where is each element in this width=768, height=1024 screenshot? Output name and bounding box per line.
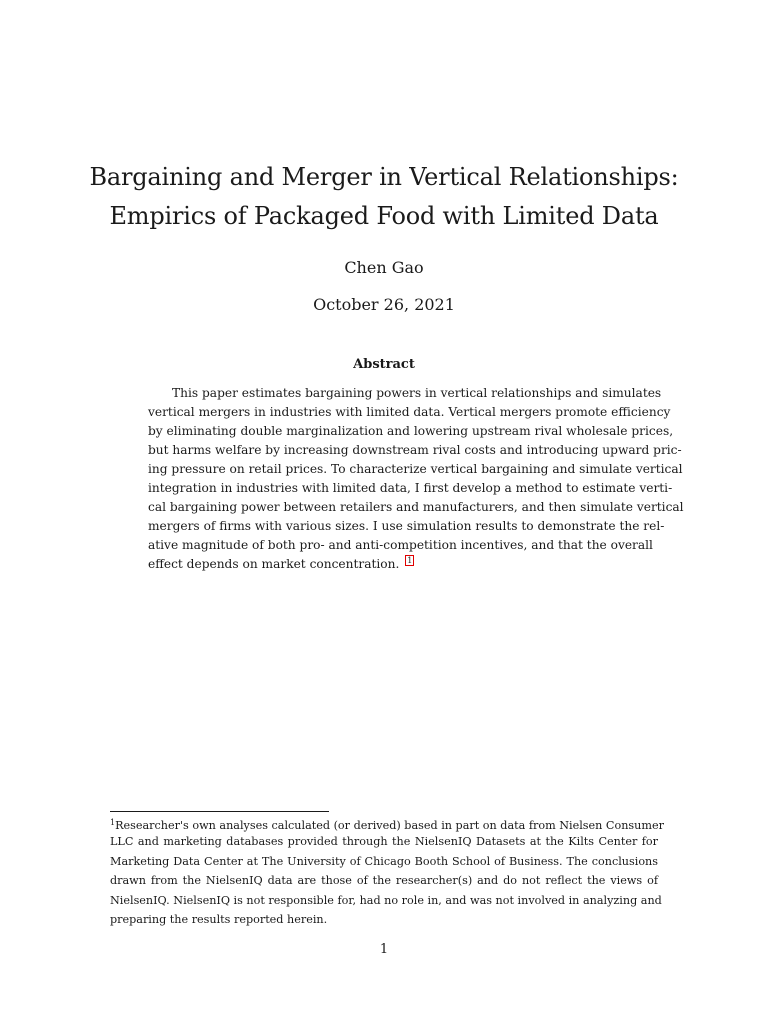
footnote-rule [110,811,329,812]
footnote-line: LLC and marketing databases provided through the NielsenIQ Datasets at the Kilts Center for [110,835,658,849]
paper-title-line-1: Bargaining and Merger in Vertical Relationships: [89,163,679,191]
abstract-line: This paper estimates bargaining powers in vertical relationships and simulates [172,386,662,400]
footnote-line [110,813,664,832]
publication-date: October 26, 2021 [313,295,455,314]
footnote-number: 1 [110,818,116,827]
footnote-line: drawn from the NielsenIQ data are those of the researcher(s) and do not reflect the views of [110,874,658,888]
footnote-line: NielsenIQ. NielsenIQ is not responsible for, had no role in, and was not involved in analyzing and [110,893,662,907]
abstract-line: but harms welfare by increasing downstream rival costs and introducing upward pric- [148,443,682,457]
abstract-line: cal bargaining power between retailers and manufacturers, and then simulate vertical [148,500,684,514]
abstract-line: by eliminating double marginalization and lowering upstream rival wholesale prices, [148,424,674,438]
abstract-line-last [148,555,620,574]
footnote-line: preparing the results reported herein. [110,912,328,926]
abstract-line: ing pressure on retail prices. To characterize vertical bargaining and simulate vertical [148,462,683,476]
footnote-line: Marketing Data Center at The University of Chicago Booth School of Business. The conclusions [110,854,658,868]
abstract-heading: Abstract [353,357,415,372]
abstract-line: ative magnitude of both pro- and anti-competition incentives, and that the overall [148,538,653,552]
paper-title-line-2: Empirics of Packaged Food with Limited Data [109,202,659,230]
abstract-line-text: effect depends on market concentration. [148,557,400,571]
abstract-line: vertical mergers in industries with limited data. Vertical mergers promote efficiency [148,405,671,419]
abstract-body [148,384,684,574]
abstract-line: mergers of firms with various sizes. I use simulation results to demonstrate the rel- [148,519,665,533]
page-number: 1 [379,942,389,957]
author-name: Chen Gao [344,258,424,277]
footnote-link[interactable]: 1 [407,556,413,565]
footnote [110,813,664,929]
abstract-line: integration in industries with limited data, I first develop a method to estimate verti- [148,481,673,495]
footnote-line-text: Researcher's own analyses calculated (or derived) based in part on data from Nielsen Consumer [115,819,664,832]
